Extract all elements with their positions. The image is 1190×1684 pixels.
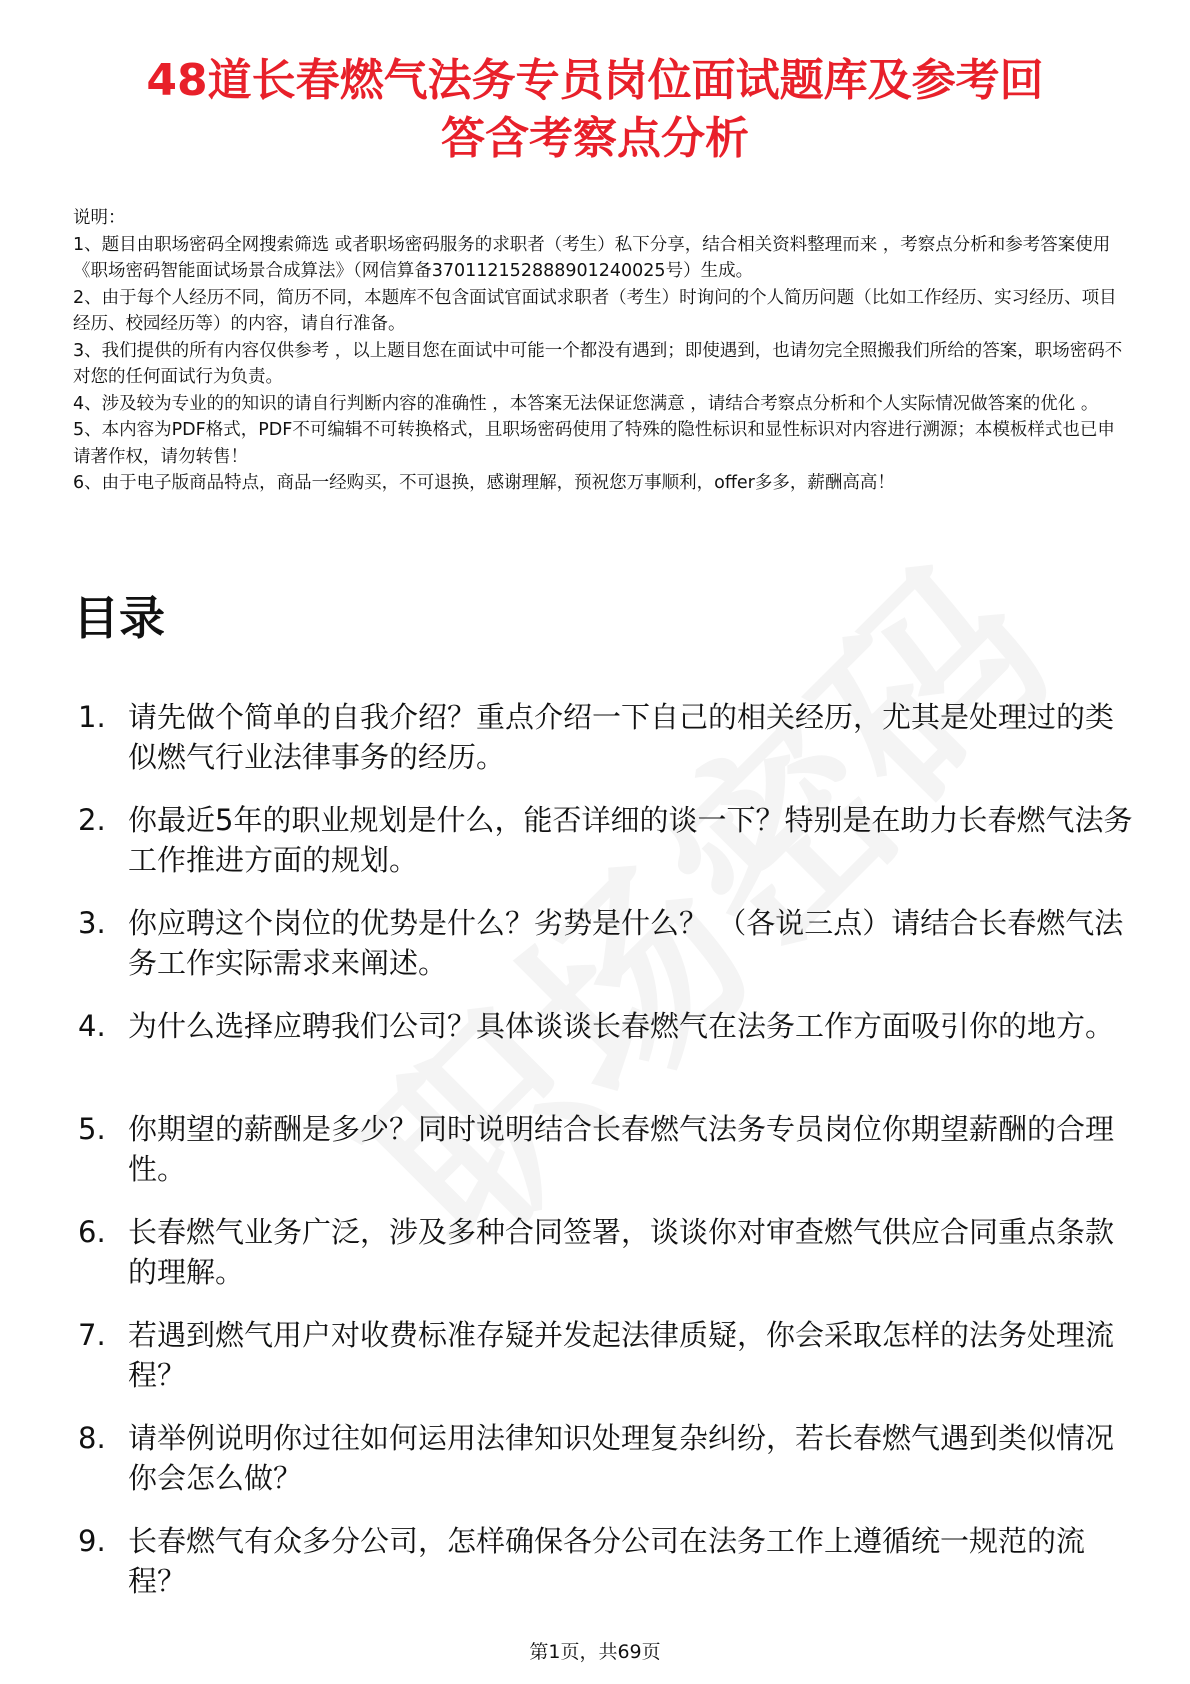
note-item-6: 6、由于电子版商品特点，商品一经购买，不可退换，感谢理解，预祝您万事顺利，offer多多，薪酬高高！ (73, 473, 895, 493)
notes-section (73, 205, 1128, 497)
note-item-1: 1、题目由职场密码全网搜索筛选 或者职场密码服务的求职者（考生）私下分享，结合相关资料整理而来 ，考察点分析和参考答案使用《职场密码智能面试场景合成算法》（网信算备370112152888901240025号）生成。 (73, 234, 1111, 281)
toc-item-text: 长春燃气业务广泛，涉及多种合同签署，谈谈你对审查燃气供应合同重点条款的理解。 (128, 1215, 1115, 1289)
toc-item-1[interactable] (73, 697, 1133, 777)
toc-item-text: 你期望的薪酬是多少？同时说明结合长春燃气法务专员岗位你期望薪酬的合理性。 (128, 1112, 1115, 1186)
toc-item-text: 为什么选择应聘我们公司？具体谈谈长春燃气在法务工作方面吸引你的地方。 (128, 1009, 1115, 1043)
note-item-2: 2、由于每个人经历不同，简历不同，本题库不包含面试官面试求职者（考生）时询问的个人简历问题（比如工作经历、实习经历、项目经历、校园经历等）的内容，请自行准备。 (73, 287, 1117, 334)
notes-label: 说明： (73, 208, 126, 228)
toc-item-text: 请举例说明你过往如何运用法律知识处理复杂纠纷，若长春燃气遇到类似情况你会怎么做？ (128, 1421, 1115, 1495)
toc-item-9[interactable] (73, 1521, 1133, 1601)
toc-item-number: 1. (78, 700, 106, 734)
toc-item-text: 你最近5年的职业规划是什么，能否详细的谈一下？特别是在助力长春燃气法务工作推进方面的规划。 (128, 803, 1133, 877)
toc-item-number: 6. (78, 1215, 106, 1249)
toc-item-text: 若遇到燃气用户对收费标准存疑并发起法律质疑，你会采取怎样的法务处理流程？ (128, 1318, 1115, 1392)
toc-heading: 目录 (73, 591, 165, 645)
toc-item-text: 你应聘这个岗位的优势是什么？劣势是什么？ （各说三点）请结合长春燃气法务工作实际需求来阐述。 (128, 906, 1124, 980)
toc-item-text: 长春燃气有众多分公司，怎样确保各分公司在法务工作上遵循统一规范的流程？ (128, 1524, 1086, 1598)
toc-item-7[interactable] (73, 1315, 1133, 1395)
note-item-4: 4、涉及较为专业的的知识的请自行判断内容的准确性 ，本答案无法保证您满意 ，请结合考察点分析和个人实际情况做答案的优化 。 (73, 393, 1099, 414)
toc-list (73, 697, 1133, 1624)
toc-item-2[interactable] (73, 800, 1133, 880)
page-footer: 第1页，共69页 (529, 1641, 661, 1663)
toc-item-number: 8. (78, 1421, 106, 1455)
note-item-3: 3、我们提供的所有内容仅供参考 ，以上题目您在面试中可能一个都没有遇到；即使遇到，也请勿完全照搬我们所给的答案，职场密码不对您的任何面试行为负责。 (73, 340, 1123, 387)
toc-item-8[interactable] (73, 1418, 1133, 1498)
toc-item-3[interactable] (73, 903, 1133, 983)
toc-item-number: 2. (78, 803, 106, 837)
document-title (60, 52, 1130, 168)
toc-item-4[interactable] (73, 1006, 1133, 1086)
toc-item-number: 4. (78, 1009, 106, 1043)
title-line-2: 答含考察点分析 (441, 113, 749, 164)
title-line-1: 48道长春燃气法务专员岗位面试题库及参考回 (146, 55, 1044, 106)
note-item-5: 5、本内容为PDF格式，PDF不可编辑不可转换格式，且职场密码使用了特殊的隐性标识和显性标识对内容进行溯源；本模板样式也已申请著作权，请勿转售！ (73, 420, 1115, 467)
toc-item-number: 3. (78, 906, 106, 940)
toc-item-6[interactable] (73, 1212, 1133, 1292)
toc-item-number: 5. (78, 1112, 106, 1146)
toc-item-number: 9. (78, 1524, 106, 1558)
toc-item-number: 7. (78, 1318, 106, 1352)
toc-item-5[interactable] (73, 1109, 1133, 1189)
toc-item-text: 请先做个简单的自我介绍？重点介绍一下自己的相关经历，尤其是处理过的类似燃气行业法律事务的经历。 (128, 700, 1115, 774)
